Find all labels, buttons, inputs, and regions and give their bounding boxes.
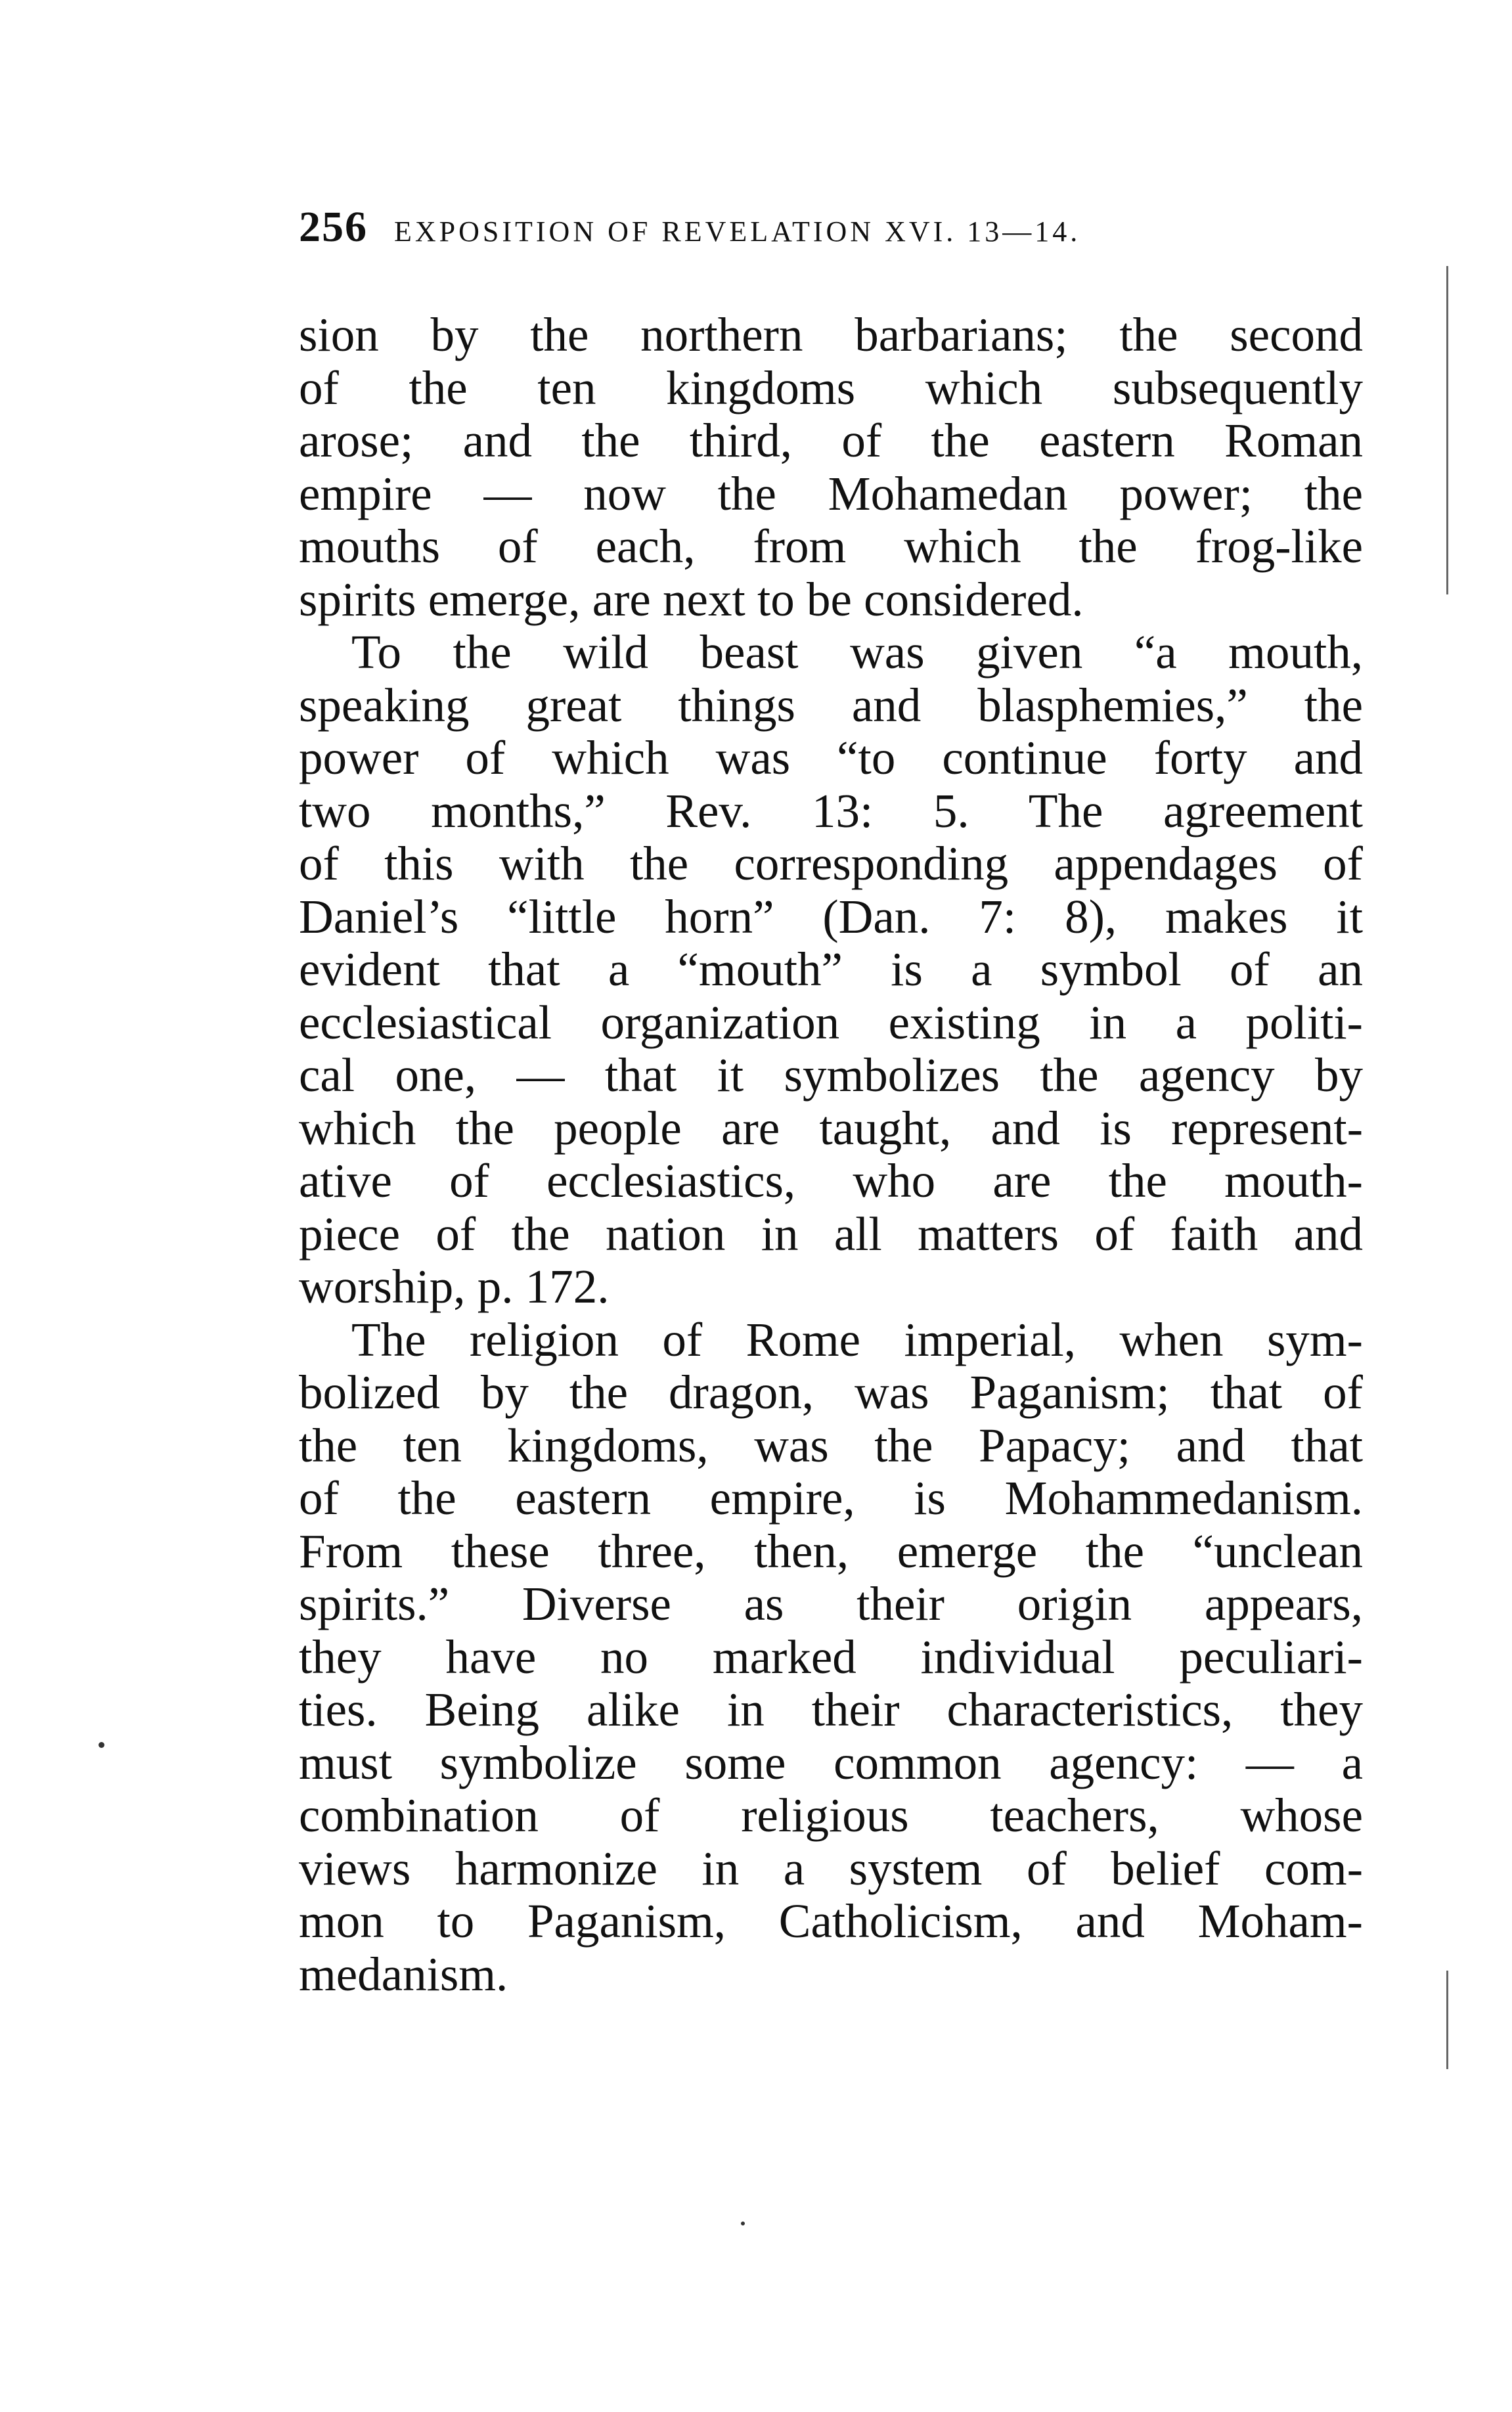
text-line: ative of ecclesiastics, who are the mouth- [299, 1154, 1363, 1207]
text-line: they have no marked individual peculiari- [299, 1630, 1363, 1684]
text-line: speaking great things and blasphemies,” the [299, 678, 1363, 732]
page-number: 256 [299, 203, 368, 251]
text-line: views harmonize in a system of belief com- [299, 1841, 1363, 1895]
text-line: mon to Paganism, Catholicism, and Moham- [299, 1894, 1363, 1948]
text-line: spirits emerge, are next to be considered. [299, 572, 1084, 626]
ink-speck [99, 1742, 104, 1748]
page-header [299, 202, 1350, 255]
text-line: sion by the northern barbarians; the second [299, 308, 1363, 361]
text-line: bolized by the dragon, was Paganism; that of [299, 1366, 1363, 1419]
text-line: of the ten kingdoms which subsequently [299, 361, 1363, 414]
body-text [299, 309, 1363, 2001]
text-line: of this with the corresponding appendages of [299, 837, 1363, 890]
text-line: To the wild beast was given “a mouth, [351, 625, 1363, 679]
margin-rule [1446, 266, 1448, 594]
running-title: EXPOSITION OF REVELATION XVI. 13—14. [394, 215, 1081, 248]
text-line: arose; and the third, of the eastern Roman [299, 414, 1363, 467]
margin-rule [1446, 1971, 1448, 2069]
text-line: mouths of each, from which the frog-like [299, 520, 1363, 573]
text-line: spirits.” Diverse as their origin appears, [299, 1577, 1363, 1630]
text-line: cal one, — that it symbolizes the agency by [299, 1048, 1363, 1102]
text-line: which the people are taught, and is represent- [299, 1101, 1363, 1155]
text-line: of the eastern empire, is Mohammedanism. [299, 1471, 1363, 1525]
ink-speck [741, 2222, 745, 2225]
text-line: Daniel’s “little horn” (Dan. 7: 8), makes it [299, 889, 1363, 943]
text-line: The religion of Rome imperial, when sym- [351, 1312, 1363, 1366]
text-line: worship, p. 172. [299, 1260, 610, 1313]
text-line: evident that a “mouth” is a symbol of an [299, 943, 1363, 996]
text-line: medanism. [299, 1947, 508, 2001]
text-line: the ten kingdoms, was the Papacy; and that [299, 1418, 1363, 1472]
text-line: piece of the nation in all matters of faith and [299, 1207, 1363, 1261]
text-line: combination of religious teachers, whose [299, 1789, 1363, 1842]
text-line: ecclesiastical organization existing in a politi- [299, 995, 1363, 1049]
text-line: two months,” Rev. 13: 5. The agreement [299, 784, 1363, 838]
text-line: From these three, then, emerge the “unclean [299, 1524, 1363, 1578]
text-line: power of which was “to continue forty and [299, 731, 1363, 784]
text-line: ties. Being alike in their characteristics, they [299, 1683, 1363, 1736]
text-line: empire — now the Mohamedan power; the [299, 466, 1363, 520]
text-line: must symbolize some common agency: — a [299, 1735, 1363, 1789]
